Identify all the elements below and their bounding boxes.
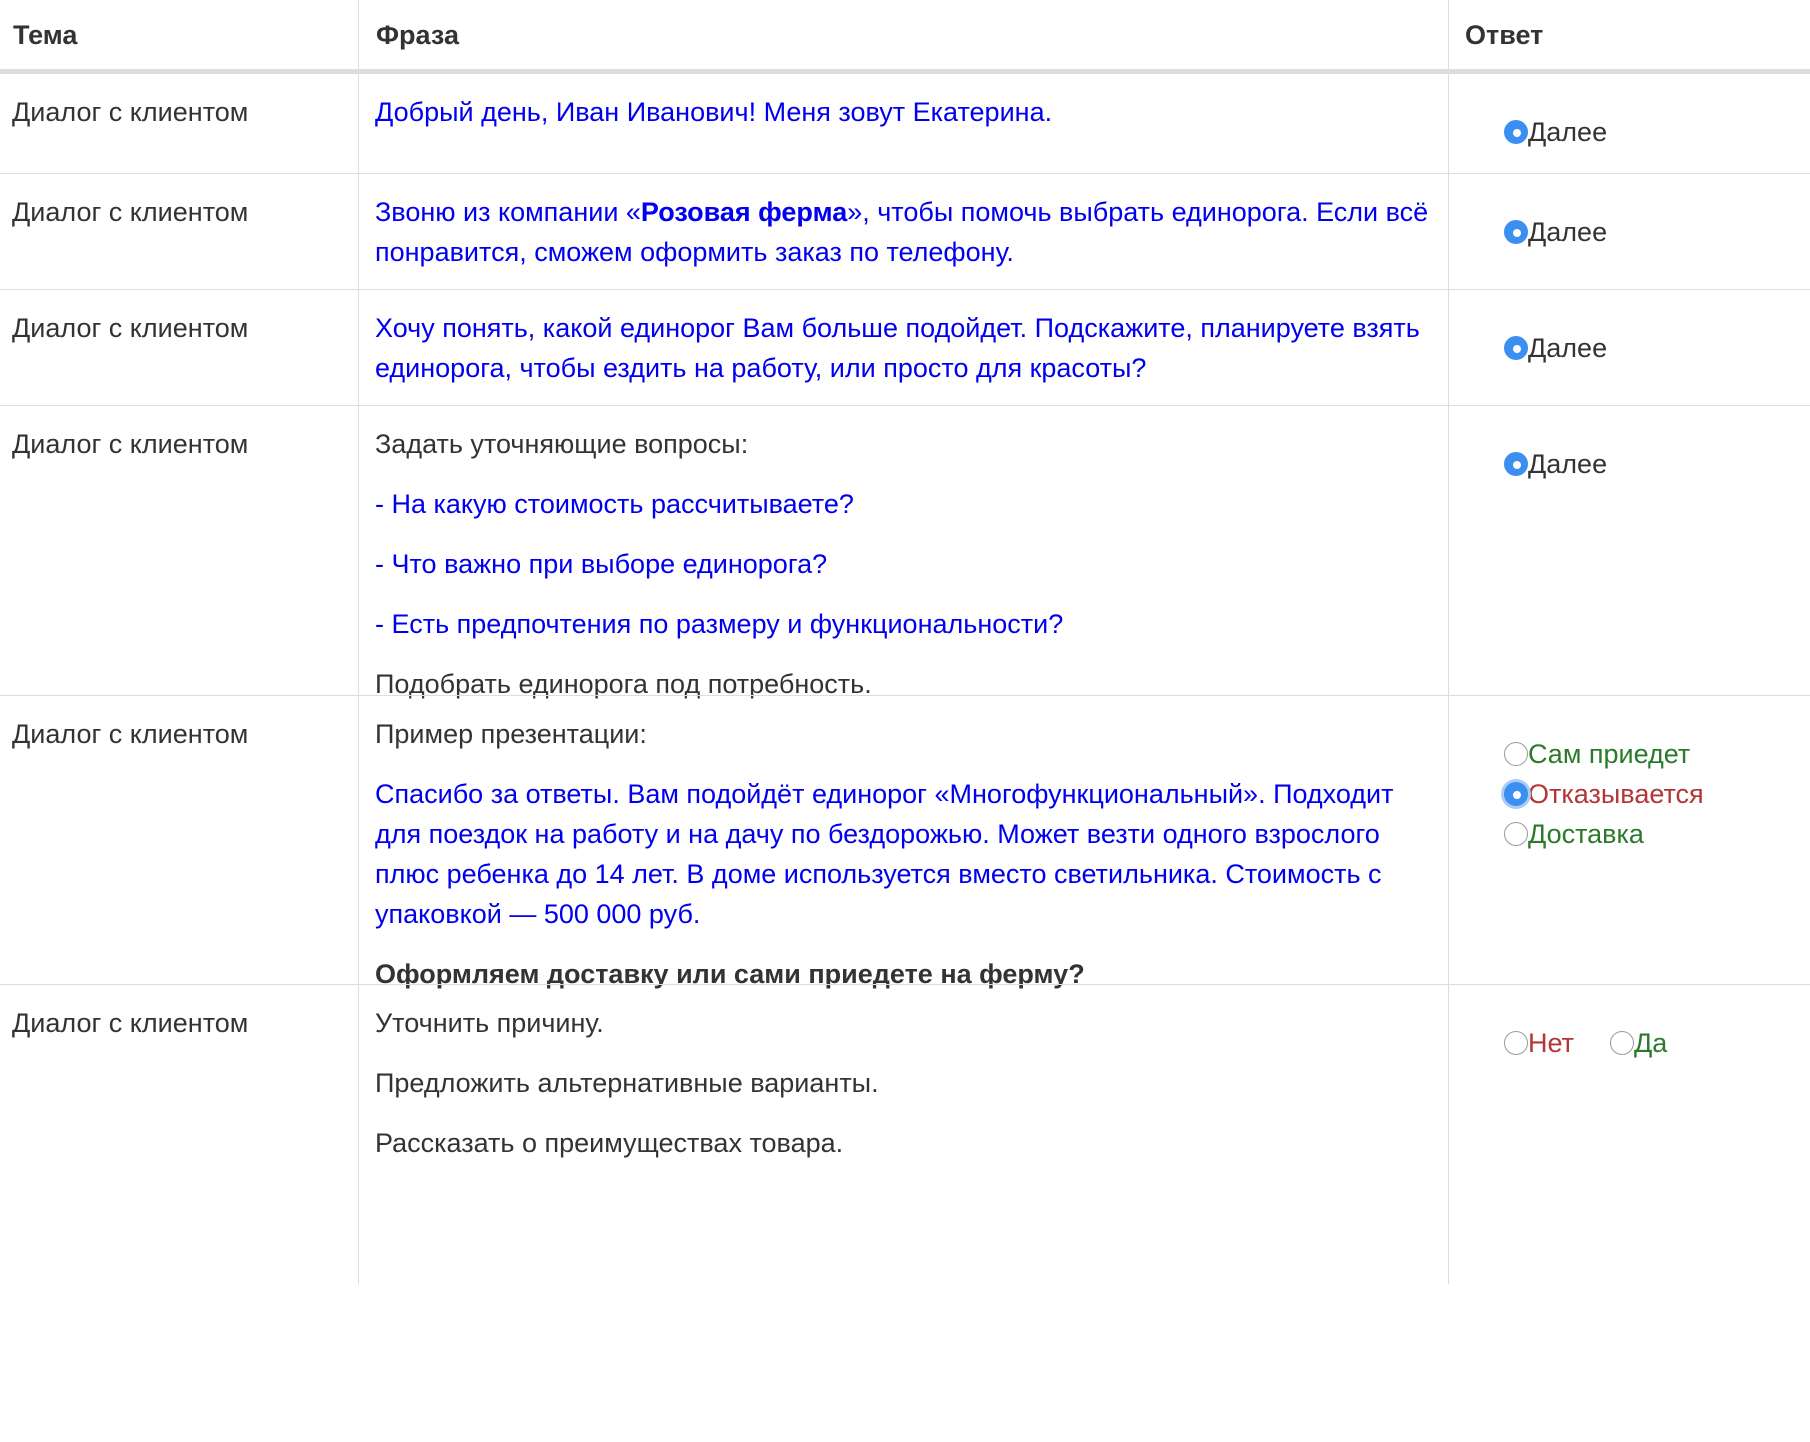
phrase-text: Хочу понять, какой единорог Вам больше подойдет. Подскажите, планируете взять единорога, чтобы ездить на работу, или просто для красоты? xyxy=(375,313,1420,383)
closing-question: Оформляем доставку или сами приедете на ферму? xyxy=(375,959,1085,989)
yes-no-options xyxy=(1504,1023,1810,1063)
radio-checked-icon[interactable] xyxy=(1504,336,1528,360)
header-answer: Ответ xyxy=(1449,0,1810,73)
phrase-outro: Подобрать единорога под потребность. xyxy=(375,669,872,699)
row-1-phrase xyxy=(359,73,1449,173)
option-delivery[interactable] xyxy=(1504,814,1810,854)
row-5-answer xyxy=(1449,695,1810,984)
option-next[interactable] xyxy=(1504,444,1810,484)
row-3-phrase xyxy=(359,289,1449,405)
option-label: Далее xyxy=(1528,449,1608,479)
option-label: Далее xyxy=(1528,333,1608,363)
instruction-3: Рассказать о преимуществах товара. xyxy=(375,1128,844,1158)
row-1-answer xyxy=(1449,73,1810,173)
presentation-text: Спасибо за ответы. Вам подойдёт единорог «Многофункциональный». Подходит для поездок на работу и на дачу по бездорожью. Может везти одного взрослого плюс ребенка до 14 лет. В доме используется вместо светильника. Стоимость с упаковкой — 500 000 руб. xyxy=(375,779,1394,929)
question-1: - На какую стоимость рассчитываете? xyxy=(375,489,854,519)
option-label: Доставка xyxy=(1528,819,1644,849)
phrase-part: », чтобы помочь выбрать единорога. Если всё понравится, сможем оформить заказ по телефону. xyxy=(375,197,1429,267)
radio-unchecked-icon[interactable] xyxy=(1610,1031,1634,1055)
instruction-1: Уточнить причину. xyxy=(375,1008,604,1038)
radio-checked-icon[interactable] xyxy=(1504,782,1528,806)
option-yes[interactable] xyxy=(1610,1023,1667,1063)
row-2-phrase xyxy=(359,173,1449,289)
option-label: Нет xyxy=(1528,1028,1574,1058)
option-label: Сам приедет xyxy=(1528,739,1691,769)
row-3-topic: Диалог с клиентом xyxy=(0,289,359,405)
instruction-2: Предложить альтернативные варианты. xyxy=(375,1068,879,1098)
phrase-intro: Пример презентации: xyxy=(375,719,647,749)
row-4-phrase xyxy=(359,405,1449,699)
header-phrase: Фраза xyxy=(359,0,1449,73)
option-label: Отказывается xyxy=(1528,779,1704,809)
row-4-topic: Диалог с клиентом xyxy=(0,405,359,695)
row-6-phrase xyxy=(359,984,1449,1284)
option-label: Да xyxy=(1633,1028,1668,1058)
option-next[interactable] xyxy=(1504,212,1810,252)
phrase-text: Добрый день, Иван Иванович! Меня зовут Екатерина. xyxy=(375,97,1053,127)
phrase-intro: Задать уточняющие вопросы: xyxy=(375,429,749,459)
company-name: Розовая ферма xyxy=(640,197,848,227)
option-label: Далее xyxy=(1528,217,1608,247)
option-next[interactable] xyxy=(1504,328,1810,368)
option-next[interactable] xyxy=(1504,112,1810,152)
row-2-topic: Диалог с клиентом xyxy=(0,173,359,289)
option-no[interactable] xyxy=(1504,1023,1574,1063)
option-self-pickup[interactable] xyxy=(1504,734,1810,774)
row-5-phrase xyxy=(359,695,1449,989)
row-3-answer xyxy=(1449,289,1810,405)
option-label: Далее xyxy=(1528,117,1608,147)
row-6-answer xyxy=(1449,984,1810,1284)
row-1-topic: Диалог с клиентом xyxy=(0,73,359,173)
radio-unchecked-icon[interactable] xyxy=(1504,822,1528,846)
row-4-answer xyxy=(1449,405,1810,695)
question-3: - Есть предпочтения по размеру и функциональности? xyxy=(375,609,1064,639)
option-refuses[interactable] xyxy=(1504,774,1810,814)
row-2-answer xyxy=(1449,173,1810,289)
phrase-text xyxy=(375,192,1432,272)
row-6-topic: Диалог с клиентом xyxy=(0,984,359,1284)
row-5-topic: Диалог с клиентом xyxy=(0,695,359,984)
radio-checked-icon[interactable] xyxy=(1504,120,1528,144)
radio-unchecked-icon[interactable] xyxy=(1504,1031,1528,1055)
radio-checked-icon[interactable] xyxy=(1504,220,1528,244)
header-topic: Тема xyxy=(0,0,359,73)
radio-checked-icon[interactable] xyxy=(1504,452,1528,476)
phrase-part: Звоню из компании « xyxy=(375,197,641,227)
question-2: - Что важно при выборе единорога? xyxy=(375,549,828,579)
radio-unchecked-icon[interactable] xyxy=(1504,742,1528,766)
